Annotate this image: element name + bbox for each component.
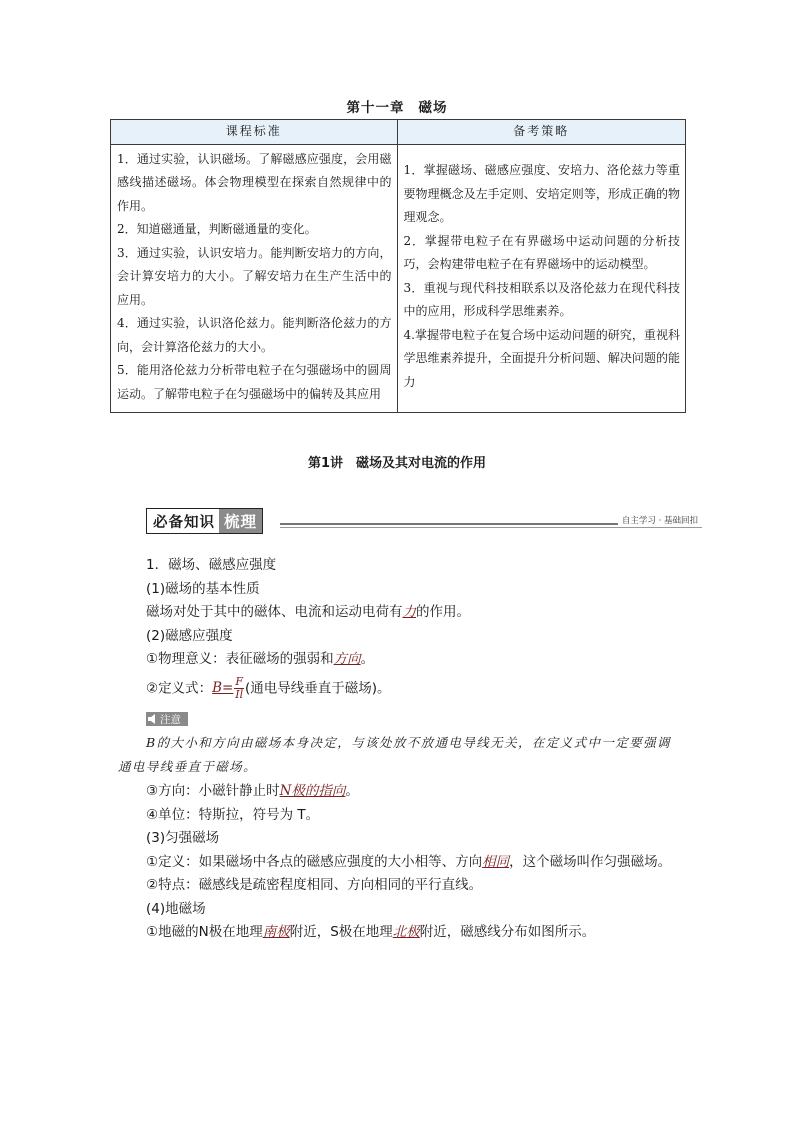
banner-label-main: 必备知识 [153,515,215,531]
curriculum-standard-cell [111,144,398,413]
banner-label-highlight: 梳理 [219,509,262,533]
curriculum-table [110,119,686,413]
answer-blank: 相同 [482,854,510,870]
note-tag [146,712,188,726]
answer-blank: N极的指向 [279,783,346,799]
header-exam-strategy: 备考策略 [397,120,686,145]
text-segment: ③方向：小磁针静止时 [146,783,280,799]
text-line [146,920,595,940]
standard-item: 1．通过实验，认识磁场。了解磁感应强度，会用磁感线描述磁场。体会物理模型在探索自然规律中的作用。 [117,151,392,213]
formula-fraction [234,676,244,701]
subsection-heading: (1)磁场的基本性质 [146,581,260,597]
strategy-item: 2．掌握带电粒子在有界磁场中运动问题的分析技巧，会构建带电粒子在有界磁场中的运动模型。 [403,233,680,272]
strategy-item: 3．重视与现代科技相联系以及洛伦兹力在现代科技中的应用，形成科学思维素养。 [403,280,680,319]
formula-equals: = [222,680,234,696]
standard-item: 3．通过实验，认识安培力。能判断安培力的方向，会计算安培力的大小。了解安培力在生产生活中的应用。 [117,245,392,307]
standard-item: 5．能用洛伦兹力分析带电粒子在匀强磁场中的圆周运动。了解带电粒子在匀强磁场中的偏转及其应用 [117,363,392,401]
text-segment: 。 [360,651,375,667]
answer-blank: 方向 [333,651,361,667]
section-banner [146,508,702,534]
answer-blank: 力 [402,604,416,620]
text-line: ②特点：磁感线是疏密程度相同、方向相同的平行直线。 [146,877,483,893]
speaker-icon [148,714,157,724]
strategy-item: 4.掌握带电粒子在复合场中运动问题的研究，重视科学思维素养提升，全面提升分析问题、解决问题的能力 [403,327,680,389]
text-segment: 附近，S极在地理 [289,924,393,940]
standard-item: 4．通过实验，认识洛伦兹力。能判断洛伦兹力的方向，会计算洛伦兹力的大小。 [117,316,392,354]
answer-blank: 北极 [392,924,420,940]
chapter-name: 磁场 [418,100,448,116]
table-header-row [111,120,686,145]
subsection-heading: (4)地磁场 [146,901,206,917]
text-segment: ，这个磁场叫作匀强磁场。 [509,854,672,870]
text-line [146,600,470,620]
text-segment: (通电导线垂直于磁场)。 [244,680,391,697]
strategy-item: 1．掌握磁场、磁感应强度、安培力、洛伦兹力等重要物理概念及左手定则、安培定则等，形成正确的物理观念。 [403,163,680,225]
standard-item: 2．知道磁通量，判断磁通量的变化。 [117,222,317,236]
text-segment: ①物理意义：表征磁场的强弱和 [146,651,334,667]
banner-tag: 自主学习 · 基础回扣 [618,514,702,526]
text-segment: 附近，磁感线分布如图所示。 [419,924,596,940]
answer-blank: 南极 [262,924,290,940]
text-line [146,779,359,799]
header-curriculum-standard: 课程标准 [111,120,398,145]
note-text: B的大小和方向由磁场本身决定，与该处放不放通电导线无关，在定义式中一定要强调 [146,735,671,750]
text-segment: ①定义：如果磁场中各点的磁感应强度的大小相等、方向 [146,854,483,870]
text-line [146,647,374,667]
text-segment: 。 [345,783,359,799]
table-row [111,144,686,413]
text-segment: 磁场对处于其中的磁体、电流和运动电荷有 [146,604,403,620]
exam-strategy-cell [397,144,686,413]
text-line [146,676,391,701]
subsection-heading: (2)磁感应强度 [146,628,233,644]
text-segment: 的作用。 [416,604,470,620]
section-heading: 1．磁场、磁感应强度 [146,557,277,573]
banner-label [146,508,263,534]
formula-numerator: F [235,675,243,688]
text-line: ④单位：特斯拉，符号为 T。 [146,807,320,823]
note-label: 注意 [160,713,181,726]
text-line [146,850,671,870]
formula-denominator: Il [235,688,244,701]
chapter-title [0,96,794,116]
banner-rule-thin [280,527,702,528]
formula-lhs: B [212,680,223,696]
text-segment: ②定义式： [146,680,213,697]
definition-formula [212,676,245,701]
subsection-heading: (3)匀强磁场 [146,830,220,846]
lecture-title: 第1讲 磁场及其对电流的作用 [307,456,487,471]
text-segment: ①地磁的N极在地理 [146,924,263,940]
note-text: 通电导线垂直于磁场。 [118,759,258,774]
chapter-number: 第十一章 [346,100,405,116]
